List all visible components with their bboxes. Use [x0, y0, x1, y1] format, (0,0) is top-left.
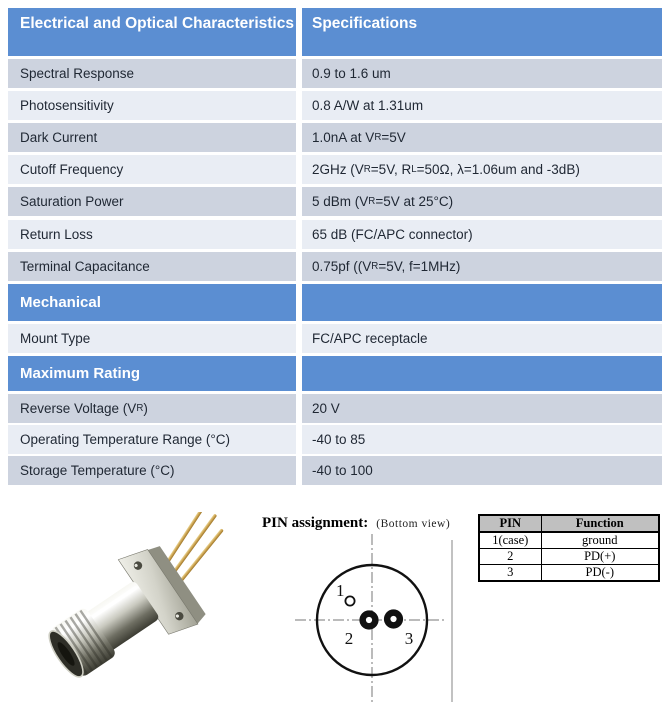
pin-assignment-title — [262, 514, 450, 532]
row-mount-type — [8, 324, 662, 353]
row-value: 0.8 A/W at 1.31um — [302, 91, 662, 120]
row-value: 65 dB (FC/APC connector) — [302, 220, 662, 249]
row-value: -40 to 100 — [302, 456, 662, 485]
row-label: Photosensitivity — [8, 91, 296, 120]
pin-table-row-3 — [479, 565, 659, 582]
row-label: Saturation Power — [8, 187, 296, 216]
row-photosensitivity — [8, 91, 662, 120]
row-label: Reverse Voltage (V R ) — [8, 394, 296, 423]
row-value: 0.75pf ((V R =5V, f=1MHz) — [302, 252, 662, 281]
section-mechanical — [8, 284, 662, 321]
pin-table-row-2 — [479, 549, 659, 565]
pin-diagram — [293, 534, 473, 704]
row-label: Terminal Capacitance — [8, 252, 296, 281]
row-label: Spectral Response — [8, 59, 296, 88]
pin-table-row-1 — [479, 532, 659, 549]
pin-table-header-row — [479, 515, 659, 532]
pin-1-marker — [345, 596, 354, 605]
row-return-loss — [8, 220, 662, 249]
section-title: Maximum Rating — [8, 356, 296, 391]
row-terminal-capacitance — [8, 252, 662, 281]
pin-column-header: PIN — [479, 515, 541, 532]
function-column-header: Function — [541, 515, 659, 532]
row-spectral-response — [8, 59, 662, 88]
row-label: Operating Temperature Range (°C) — [8, 425, 296, 454]
pin-cell: 1(case) — [479, 532, 541, 549]
row-cutoff-frequency — [8, 155, 662, 184]
spec-table — [8, 8, 662, 488]
header-specifications: Specifications — [302, 8, 662, 56]
pin-cell: 2 — [479, 549, 541, 565]
row-value: 5 dBm (V R =5V at 25°C) — [302, 187, 662, 216]
section-spacer — [302, 356, 662, 391]
pin-cell: 3 — [479, 565, 541, 582]
table-header-row — [8, 8, 662, 56]
row-saturation-power — [8, 187, 662, 216]
row-value: 2GHz (V R =5V, R L =50Ω, λ=1.06um and -3dB) — [302, 155, 662, 184]
row-label: Storage Temperature (°C) — [8, 456, 296, 485]
row-label: Cutoff Frequency — [8, 155, 296, 184]
row-dark-current — [8, 123, 662, 152]
pin-function-table — [478, 514, 660, 582]
component-photo — [28, 512, 235, 704]
function-cell: PD(-) — [541, 565, 659, 582]
row-value: FC/APC receptacle — [302, 324, 662, 353]
bottom-view-diagram — [293, 534, 473, 704]
row-value: -40 to 85 — [302, 425, 662, 454]
row-value: 20 V — [302, 394, 662, 423]
row-operating-temperature — [8, 425, 662, 454]
header-characteristics: Electrical and Optical Characteristics — [8, 8, 296, 56]
function-cell: ground — [541, 532, 659, 549]
fc-receptacle-photo — [28, 512, 235, 704]
row-reverse-voltage — [8, 394, 662, 423]
pin-3-label: 3 — [404, 629, 414, 648]
row-value: 0.9 to 1.6 um — [302, 59, 662, 88]
row-storage-temperature — [8, 456, 662, 485]
section-spacer — [302, 284, 662, 321]
pin-assignment-label: PIN assignment: — [262, 515, 369, 531]
row-label: Dark Current — [8, 123, 296, 152]
pin-1-label: 1 — [336, 581, 345, 600]
pin-2-label: 2 — [344, 629, 354, 648]
function-cell: PD(+) — [541, 549, 659, 565]
section-title: Mechanical — [8, 284, 296, 321]
row-label: Mount Type — [8, 324, 296, 353]
bottom-view-label: (Bottom view) — [376, 518, 451, 530]
row-label: Return Loss — [8, 220, 296, 249]
section-maximum-rating — [8, 356, 662, 391]
row-value: 1.0nA at V R =5V — [302, 123, 662, 152]
